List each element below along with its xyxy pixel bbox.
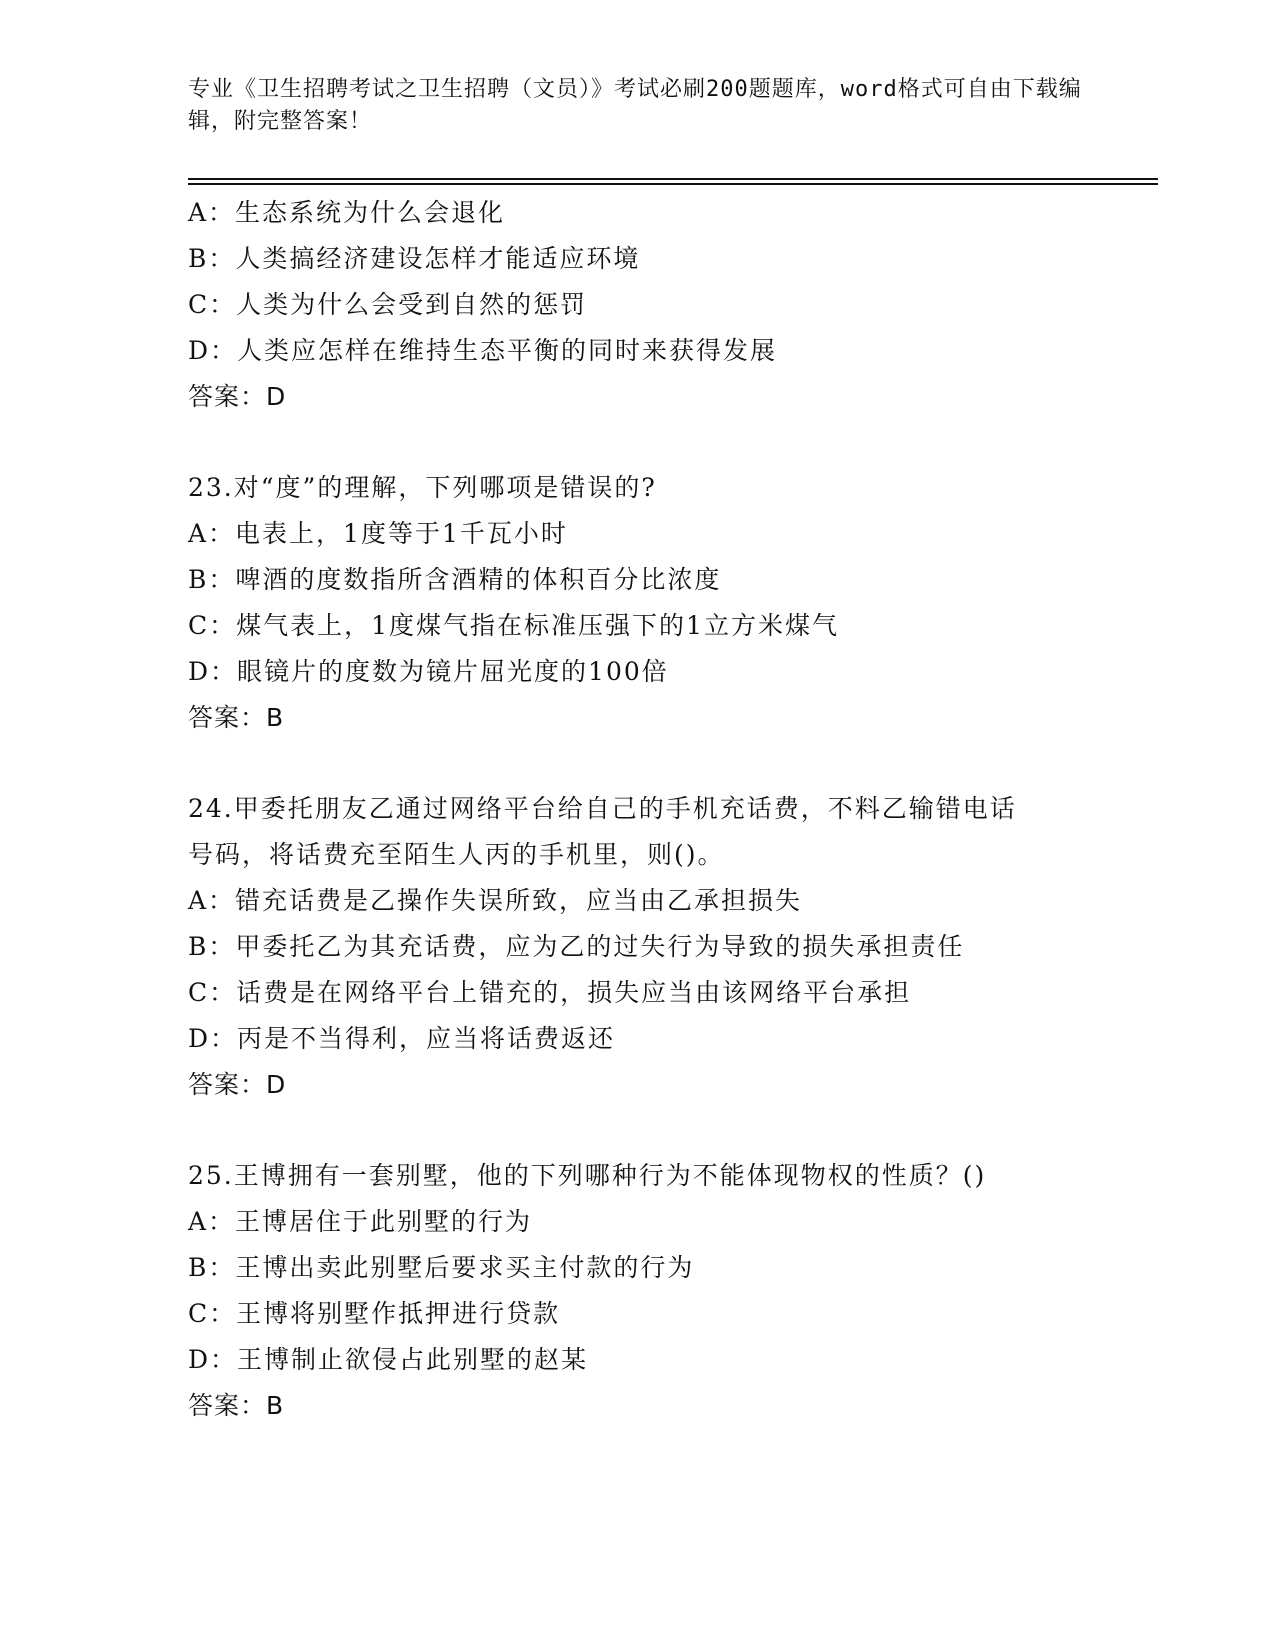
option-a: A：电表上，1度等于1千瓦小时 [188,519,568,548]
option-a: A：王博居住于此别墅的行为 [188,1207,533,1236]
option-b: B：甲委托乙为其充话费，应为乙的过失行为导致的损失承担责任 [188,932,965,961]
option-c: C：王博将别墅作抵押进行贷款 [188,1299,561,1328]
question-block-25 [188,1153,1148,1429]
header-divider-top [188,178,1158,180]
question-title: 24.甲委托朋友乙通过网络平台给自己的手机充话费，不料乙输错电话号码，将话费充至陌生人丙的手机里，则()。 [188,794,1017,869]
option-d: D：眼镜片的度数为镜片屈光度的100倍 [188,657,669,686]
option-a: A：生态系统为什么会退化 [188,198,506,227]
option-a: A：错充话费是乙操作失误所致，应当由乙承担损失 [188,886,803,915]
option-d: D：人类应怎样在维持生态平衡的同时来获得发展 [188,336,778,365]
question-block-24 [188,786,1148,1108]
option-c: C：人类为什么会受到自然的惩罚 [188,290,588,319]
answer-label: 答案：B [188,1391,285,1420]
option-d: D：王博制止欲侵占此别墅的赵某 [188,1345,589,1374]
answer-label: 答案：B [188,703,285,732]
document-intro: 专业《卫生招聘考试之卫生招聘（文员）》考试必刷200题题库，word格式可自由下载编辑，附完整答案！ [188,77,1082,134]
answer-label: 答案：D [188,1070,287,1099]
question-title: 25.王博拥有一套别墅，他的下列哪种行为不能体现物权的性质？() [188,1161,987,1190]
option-c: C：话费是在网络平台上错充的，损失应当由该网络平台承担 [188,978,912,1007]
header-divider-bottom [188,183,1158,185]
option-b: B：王博出卖此别墅后要求买主付款的行为 [188,1253,695,1282]
question-block-22 [188,190,1148,420]
option-c: C：煤气表上，1度煤气指在标准压强下的1立方米煤气 [188,611,839,640]
option-b: B：人类搞经济建设怎样才能适应环境 [188,244,641,273]
option-d: D：丙是不当得利，应当将话费返还 [188,1024,616,1053]
option-b: B：啤酒的度数指所含酒精的体积百分比浓度 [188,565,722,594]
question-title: 23.对“度”的理解，下列哪项是错误的? [188,473,657,502]
question-block-23 [188,465,1148,741]
question-content [188,190,1148,1429]
answer-label: 答案：D [188,382,287,411]
